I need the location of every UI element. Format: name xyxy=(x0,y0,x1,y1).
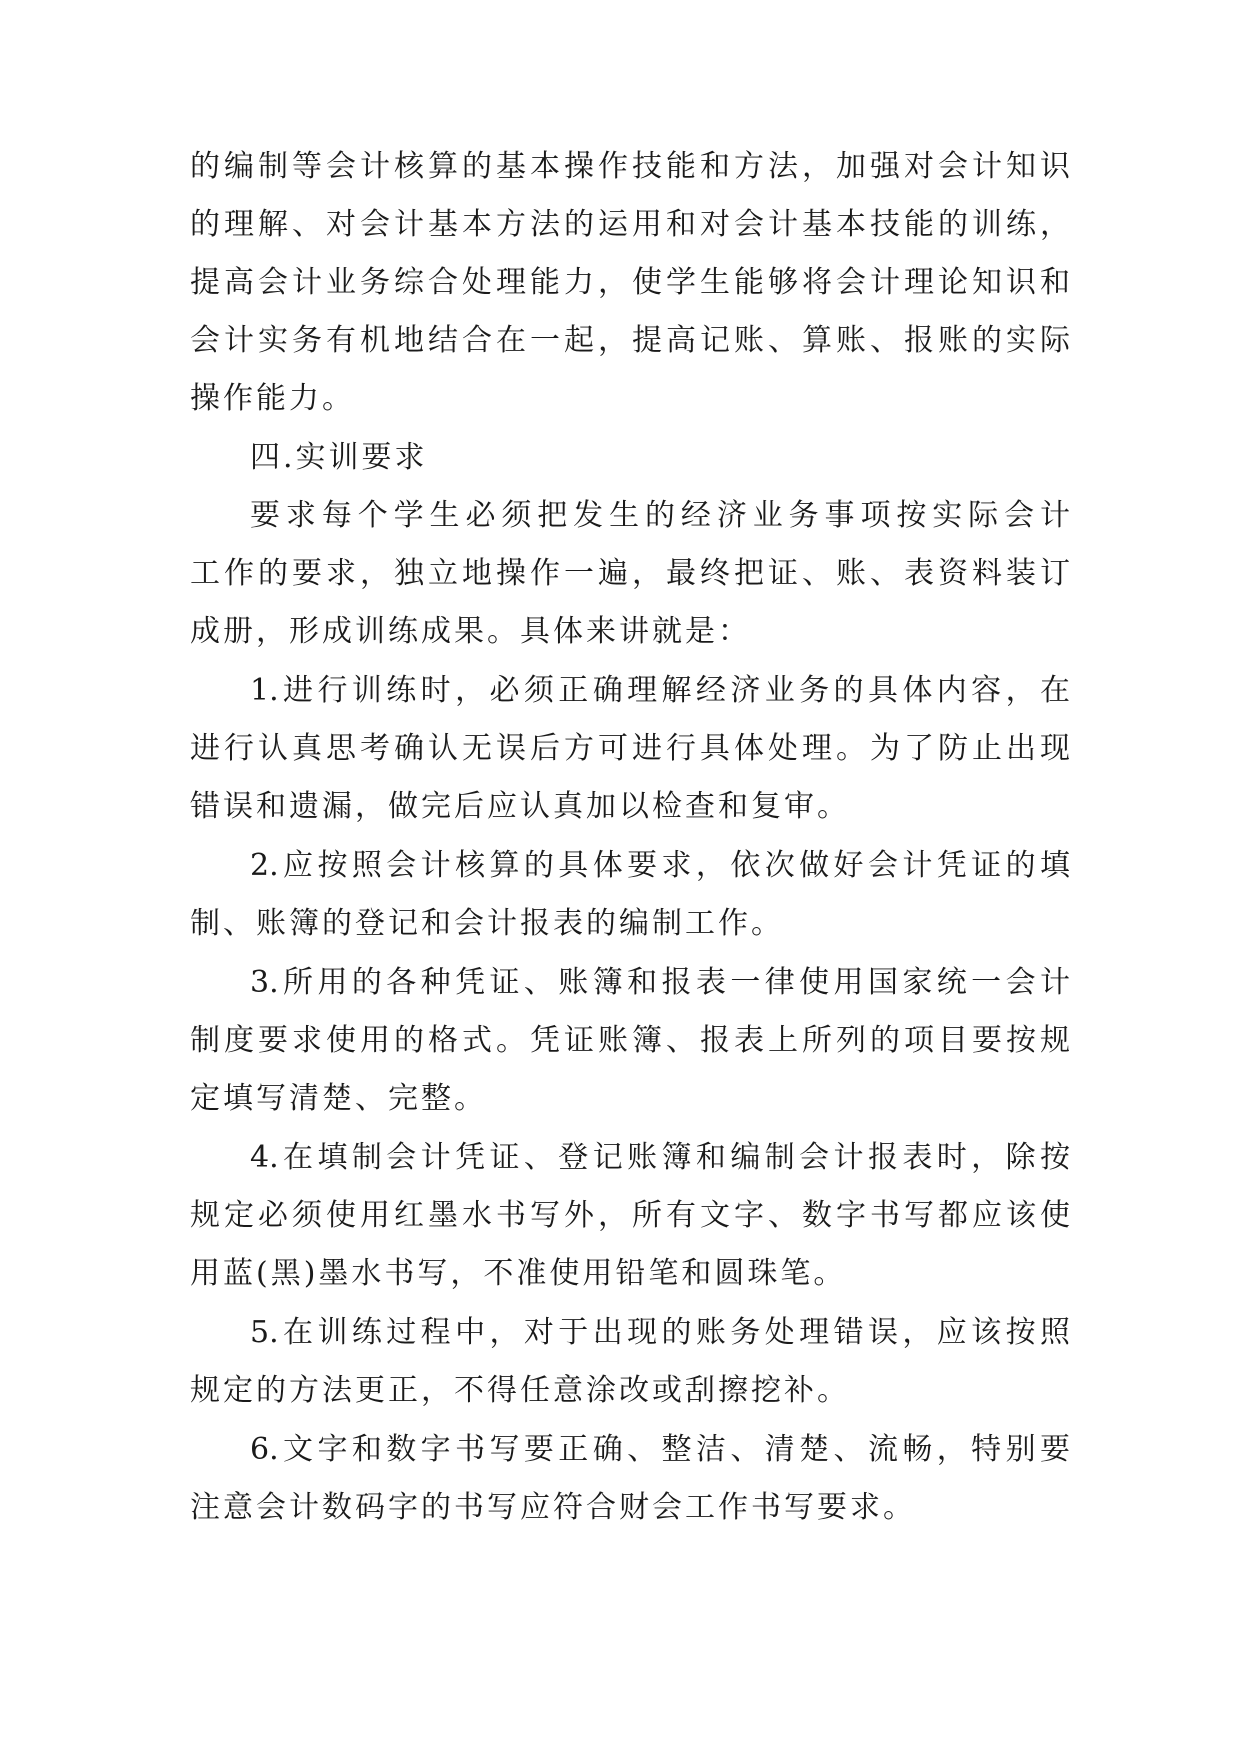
text-line: 工作的要求，独立地操作一遍，最终把证、账、表资料装订 xyxy=(190,556,1070,591)
list-item-5: 5.在训练过程中，对于出现的账务处理错误，应该按照 xyxy=(250,1315,1070,1350)
text-line: 注意会计数码字的书写应符合财会工作书写要求。 xyxy=(190,1490,916,1525)
text-line: 会计实务有机地结合在一起，提高记账、算账、报账的实际 xyxy=(190,323,1070,358)
list-item-2: 2.应按照会计核算的具体要求，依次做好会计凭证的填 xyxy=(250,848,1070,883)
text-line: 操作能力。 xyxy=(190,381,355,416)
list-item-4: 4.在填制会计凭证、登记账簿和编制会计报表时，除按 xyxy=(250,1140,1070,1175)
list-item-3: 3.所用的各种凭证、账簿和报表一律使用国家统一会计 xyxy=(250,965,1070,1000)
list-item-1: 1.进行训练时，必须正确理解经济业务的具体内容，在 xyxy=(250,673,1070,708)
text-line: 成册，形成训练成果。具体来讲就是： xyxy=(190,614,751,649)
text-line: 的编制等会计核算的基本操作技能和方法，加强对会计知识 xyxy=(190,149,1070,184)
section-heading: 四.实训要求 xyxy=(250,440,428,475)
text-line: 规定的方法更正，不得任意涂改或刮擦挖补。 xyxy=(190,1373,850,1408)
text-line: 用蓝(黑)墨水书写，不准使用铅笔和圆珠笔。 xyxy=(190,1256,847,1291)
paragraph-first-line: 要求每个学生必须把发生的经济业务事项按实际会计 xyxy=(250,498,1070,533)
text-line: 的理解、对会计基本方法的运用和对会计基本技能的训练， xyxy=(190,207,1070,242)
list-item-6: 6.文字和数字书写要正确、整洁、清楚、流畅，特别要 xyxy=(250,1432,1070,1467)
text-line: 制、账簿的登记和会计报表的编制工作。 xyxy=(190,906,784,941)
text-line: 定填写清楚、完整。 xyxy=(190,1081,487,1116)
text-line: 制度要求使用的格式。凭证账簿、报表上所列的项目要按规 xyxy=(190,1023,1070,1058)
text-line: 规定必须使用红墨水书写外，所有文字、数字书写都应该使 xyxy=(190,1198,1070,1233)
text-line: 错误和遗漏，做完后应认真加以检查和复审。 xyxy=(190,789,850,824)
text-line: 提高会计业务综合处理能力，使学生能够将会计理论知识和 xyxy=(190,265,1070,300)
text-line: 进行认真思考确认无误后方可进行具体处理。为了防止出现 xyxy=(190,731,1070,766)
